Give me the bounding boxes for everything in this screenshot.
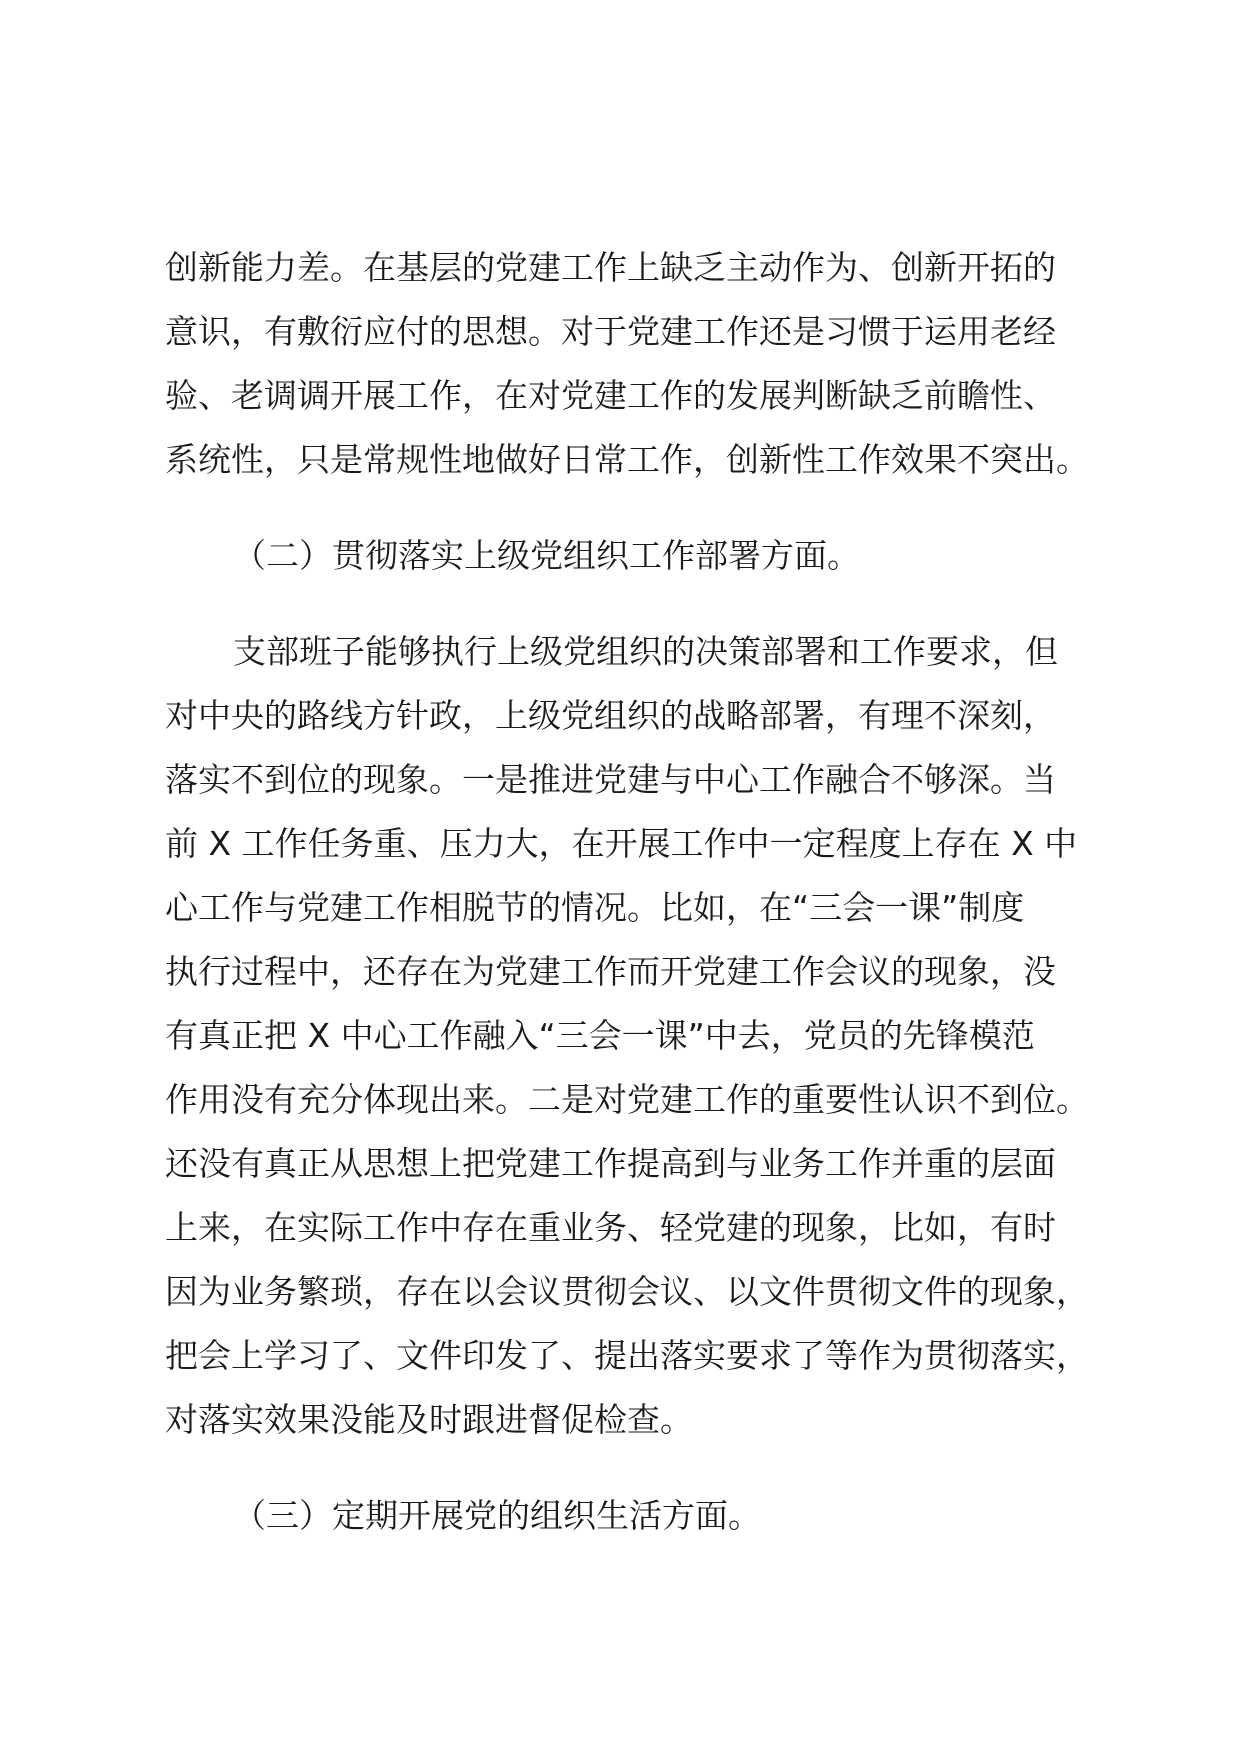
paragraph-spacer: [165, 492, 1115, 524]
paragraph-spacer: [165, 588, 1115, 620]
text-line: 执行过程中，还存在为党建工作而开党建工作会议的现象，没: [165, 952, 1056, 991]
text-line: 作用没有充分体现出来。二是对党建工作的重要性认识不到位。: [165, 1080, 1089, 1119]
text-line: 还没有真正从思想上把党建工作提高到与业务工作并重的层面: [165, 1144, 1056, 1183]
text-line: 验、老调调开展工作，在对党建工作的发展判断缺乏前瞻性、: [165, 376, 1056, 415]
text-line: 对落实效果没能及时跟进督促检查。: [165, 1400, 693, 1439]
text-line: 意识，有敷衍应付的思想。对于党建工作还是习惯于运用老经: [165, 312, 1056, 351]
paragraph-innovation: [165, 236, 1115, 492]
text-line: 因为业务繁琐，存在以会议贯彻会议、以文件贯彻文件的现象，: [165, 1272, 1089, 1311]
text-line: 心工作与党建工作相脱节的情况。比如，在“三会一课”制度: [165, 888, 1025, 927]
text-line: 落实不到位的现象。一是推进党建与中心工作融合不够深。当: [165, 760, 1056, 799]
paragraph-implementation: [165, 620, 1115, 1452]
text-line: 系统性，只是常规性地做好日常工作，创新性工作效果不突出。: [165, 440, 1089, 479]
text-line: 有真正把 X 中心工作融入“三会一课”中去，党员的先锋模范: [165, 1016, 1035, 1055]
text-line: 上来，在实际工作中存在重业务、轻党建的现象，比如，有时: [165, 1208, 1056, 1247]
text-line: 对中央的路线方针政，上级党组织的战略部署，有理不深刻，: [165, 696, 1056, 735]
text-line: 创新能力差。在基层的党建工作上缺乏主动作为、创新开拓的: [165, 248, 1056, 287]
text-line: 前 X 工作任务重、压力大，在开展工作中一定程度上存在 X 中: [165, 824, 1078, 863]
text-line: 支部班子能够执行上级党组织的决策部署和工作要求，但: [233, 632, 1058, 671]
text-line: 把会上学习了、文件印发了、提出落实要求了等作为贯彻落实，: [165, 1336, 1089, 1375]
document-body: [165, 236, 1115, 1548]
section-heading-3: （三）定期开展党的组织生活方面。: [233, 1496, 761, 1535]
section-heading-2: （二）贯彻落实上级党组织工作部署方面。: [233, 536, 860, 575]
paragraph-spacer: [165, 1452, 1115, 1484]
